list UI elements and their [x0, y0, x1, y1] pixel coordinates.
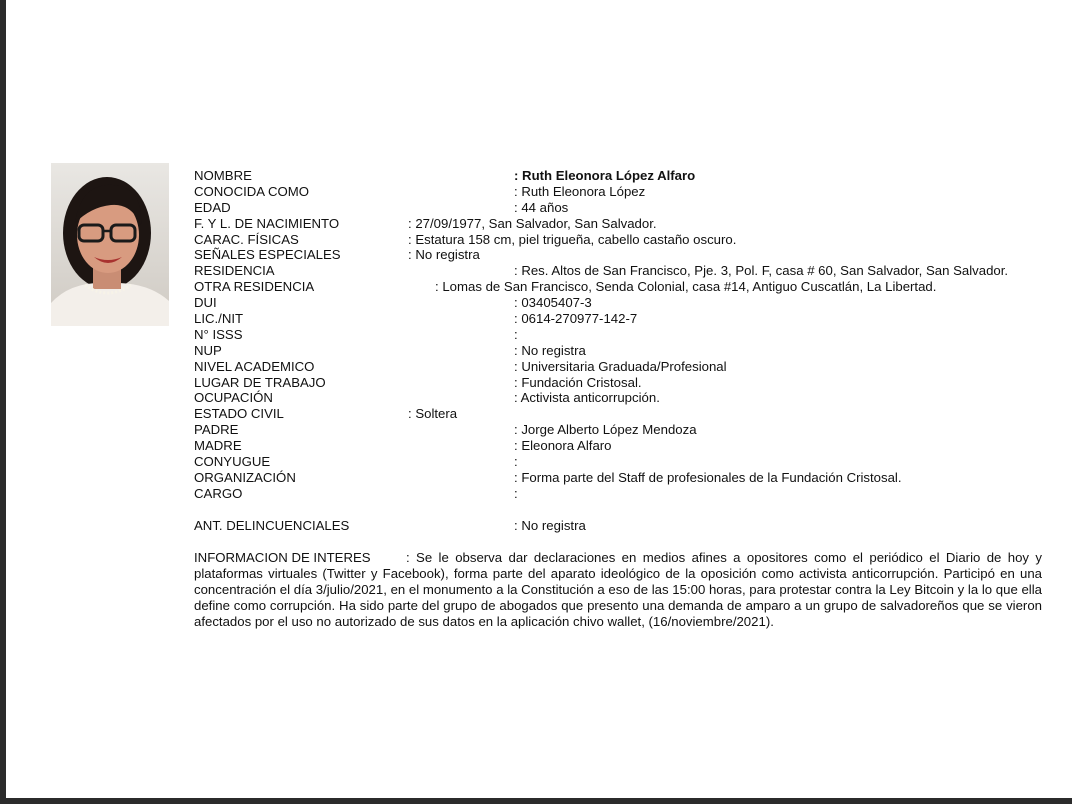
- field-label: CONOCIDA COMO: [194, 183, 310, 199]
- field-value: :: [514, 454, 518, 470]
- field-label: NOMBRE: [194, 168, 252, 183]
- field-row: [194, 184, 1054, 200]
- field-row: [194, 359, 1054, 375]
- field-value: : Lomas de San Francisco, Senda Colonial, casa #14, Antiguo Cuscatlán, La Libertad.: [435, 279, 937, 295]
- field-row: [194, 406, 1054, 422]
- antecedentes-value: : No registra: [514, 517, 586, 533]
- field-label: LIC./NIT: [194, 311, 244, 327]
- field-label: F. Y L. DE NACIMIENTO: [194, 215, 340, 231]
- field-row: [194, 390, 1054, 406]
- field-row: [194, 438, 1054, 454]
- field-label: ORGANIZACIÓN: [194, 469, 296, 485]
- field-value: : 27/09/1977, San Salvador, San Salvador.: [408, 215, 657, 231]
- field-value: : 44 años: [514, 199, 569, 215]
- document-page: [6, 0, 1072, 798]
- field-value: : 0614-270977-142-7: [514, 311, 638, 327]
- field-row: [194, 200, 1054, 216]
- field-value: : 03405407-3: [514, 295, 592, 311]
- field-label: RESIDENCIA: [194, 263, 275, 279]
- field-row: [194, 263, 1054, 279]
- field-label: ESTADO CIVIL: [194, 406, 284, 422]
- field-row: [194, 232, 1054, 248]
- field-row: [194, 343, 1054, 359]
- field-row: [194, 327, 1054, 343]
- field-label: DUI: [194, 295, 217, 311]
- field-value: : Activista anticorrupción.: [514, 390, 660, 406]
- field-label: CARGO: [194, 485, 243, 501]
- field-row: [194, 168, 1054, 184]
- field-row: [194, 279, 1054, 295]
- field-label: NUP: [194, 342, 222, 358]
- field-value: : Res. Altos de San Francisco, Pje. 3, Pol. F, casa # 60, San Salvador, San Salvador.: [514, 263, 1009, 279]
- field-value: : Ruth Eleonora López Alfaro: [514, 168, 696, 183]
- field-label: NIVEL ACADEMICO: [194, 358, 315, 374]
- field-label: MADRE: [194, 438, 242, 454]
- field-row: [194, 422, 1054, 438]
- field-value: : Soltera: [408, 406, 458, 422]
- field-value: : Estatura 158 cm, piel trigueña, cabello castaño oscuro.: [408, 231, 737, 247]
- informacion-label: INFORMACION DE INTERES: [194, 550, 371, 565]
- field-value: : No registra: [514, 342, 586, 358]
- informacion-text: : Se le observa dar declaraciones en medios afines a opositores como el periódico el Diario de hoy y plataformas virtuales (Twitter y Facebook), forma parte del aparato ideológico de la oposición como activista anticorrupción. Participó en una concentración el día 3/julio/2021, en el monumento a la Constitución a eso de las 15:00 horas, para protestar contra la Ley Bitcoin y la lo que ella define como corrupción. Ha sido parte del grupo de abogados que presento una demanda de amparo a un grupo de salvadoreños que se vieron afectados por el uso no autorizado de sus datos en la aplicación chivo wallet, (16/noviembre/2021).: [194, 550, 1042, 629]
- field-label: OTRA RESIDENCIA: [194, 279, 315, 295]
- field-row: [194, 216, 1054, 232]
- field-row: [194, 470, 1054, 486]
- field-label: CARAC. FÍSICAS: [194, 231, 299, 247]
- field-label: PADRE: [194, 422, 239, 438]
- field-row: [194, 454, 1054, 470]
- field-value: :: [514, 485, 518, 501]
- spacer: [194, 502, 1054, 518]
- portrait-image: [51, 163, 169, 326]
- field-label: CONYUGUE: [194, 454, 271, 470]
- field-row: [194, 311, 1054, 327]
- field-label: N° ISSS: [194, 326, 243, 342]
- field-label: SEÑALES ESPECIALES: [194, 247, 341, 263]
- field-row: [194, 375, 1054, 391]
- field-value: : Eleonora Alfaro: [514, 438, 612, 454]
- field-value: : Ruth Eleonora López: [514, 183, 646, 199]
- field-value: : Forma parte del Staff de profesionales de la Fundación Cristosal.: [514, 469, 902, 485]
- field-row: [194, 247, 1054, 263]
- antecedentes-label: ANT. DELINCUENCIALES: [194, 517, 350, 533]
- field-value: : Universitaria Graduada/Profesional: [514, 358, 727, 374]
- field-label: EDAD: [194, 199, 231, 215]
- informacion-de-interes: [194, 550, 1042, 630]
- field-value: : Fundación Cristosal.: [514, 374, 642, 390]
- field-value: : No registra: [408, 247, 480, 263]
- personal-data-fields: [194, 168, 1054, 534]
- field-value: : Jorge Alberto López Mendoza: [514, 422, 697, 438]
- field-row: [194, 295, 1054, 311]
- field-label: OCUPACIÓN: [194, 390, 273, 406]
- field-row: [194, 486, 1054, 502]
- profile-photo: [51, 163, 169, 326]
- field-label: LUGAR DE TRABAJO: [194, 374, 326, 390]
- antecedentes-row: [194, 518, 1054, 534]
- field-value: :: [514, 326, 518, 342]
